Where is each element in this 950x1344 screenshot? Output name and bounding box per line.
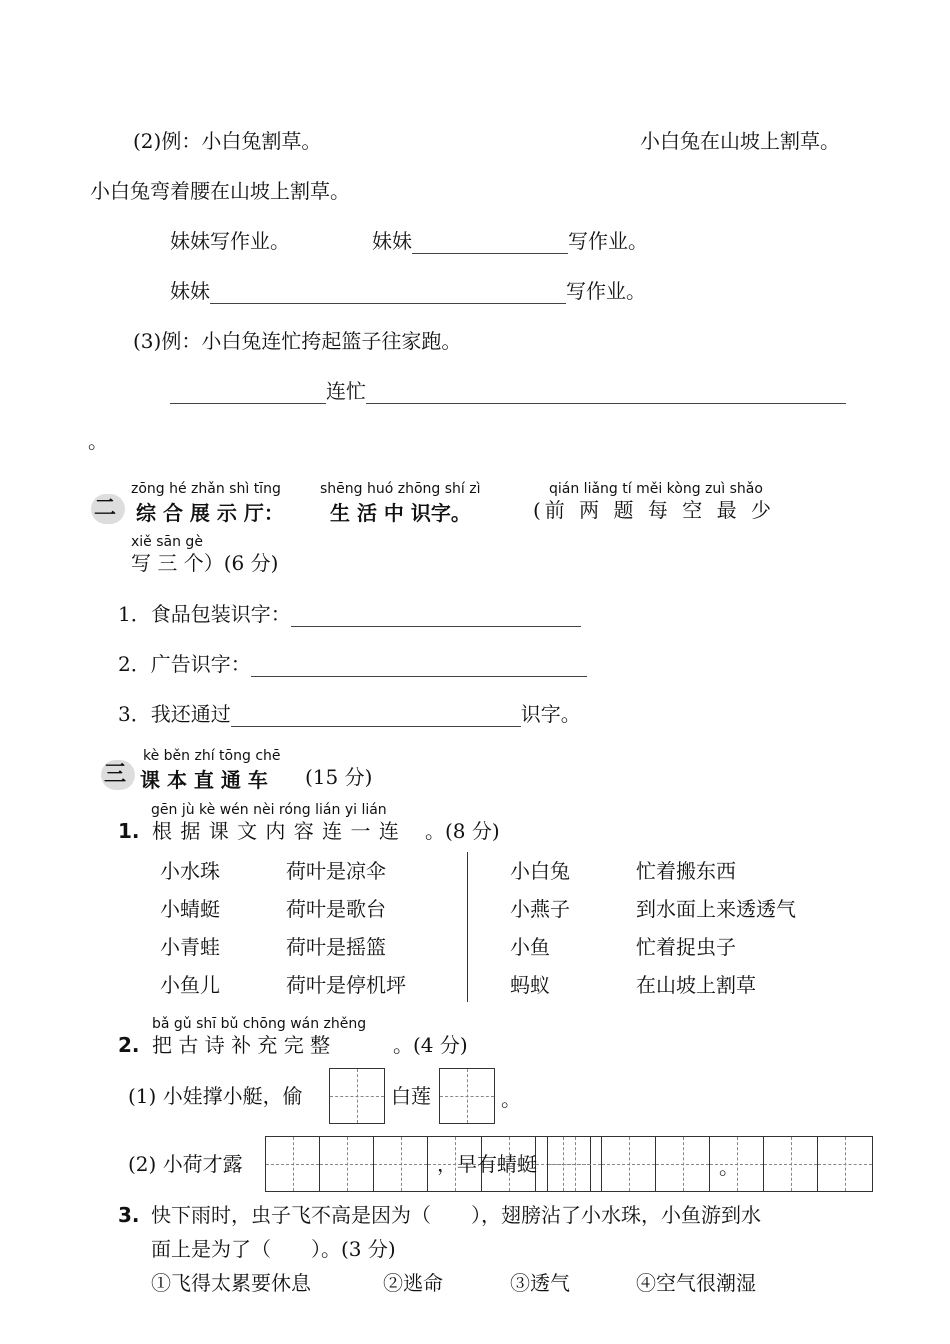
section-2-question-1: 1．食品包装识字： — [118, 601, 581, 627]
option-3[interactable]: ③透气 — [510, 1271, 570, 1295]
left-phrase-3[interactable]: 荷叶是摇篮 — [286, 935, 386, 959]
poem-2-b: ，早有蜻蜓 — [437, 1152, 537, 1176]
section-2-pinyin-1: zōng hé zhǎn shì tīng — [131, 481, 281, 497]
example-2-label: (2)例：小白兔割草。 — [133, 129, 322, 153]
section-2-title-1: 综 合 展 示 厅： — [136, 501, 284, 525]
q2-number: 2. — [118, 1033, 140, 1057]
poem-2-c: 。 — [719, 1155, 739, 1179]
q2-pinyin: bǎ gǔ shī bǔ chōng wán zhěng — [152, 1016, 367, 1032]
poem-2-grid-1[interactable] — [265, 1136, 591, 1192]
left-phrase-4[interactable]: 荷叶是停机坪 — [286, 973, 406, 997]
option-2[interactable]: ②逃命 — [383, 1271, 443, 1295]
example-3-end: 。 — [88, 429, 108, 453]
left-name-4[interactable]: 小鱼儿 — [160, 973, 220, 997]
right-phrase-4[interactable]: 在山坡上割草 — [636, 973, 756, 997]
answer-blank[interactable] — [291, 606, 581, 627]
poem-2-a: (2) 小荷才露 — [128, 1152, 243, 1176]
example-2-mid: 小白兔在山坡上割草。 — [640, 129, 840, 153]
q3-line-2: 面上是为了（ ）。(3 分) — [151, 1237, 396, 1261]
left-name-1[interactable]: 小水珠 — [160, 859, 220, 883]
left-phrase-2[interactable]: 荷叶是歌台 — [286, 897, 386, 921]
q1-score: 。(8 分) — [425, 819, 500, 843]
answer-blank[interactable] — [210, 283, 566, 304]
section-2-question-3: 3．我还通过 识字。 — [118, 702, 581, 726]
poem-1-grid-2[interactable] — [439, 1068, 495, 1124]
right-name-1[interactable]: 小白兔 — [510, 859, 570, 883]
section-2-title-4: 写 三 个）(6 分) — [131, 551, 279, 575]
example-3-answer: 连忙 — [170, 378, 846, 404]
answer-blank[interactable] — [170, 383, 326, 404]
section-2-title-2: 生 活 中 识字。 — [330, 501, 471, 525]
poem-1-b: 白莲 — [391, 1084, 431, 1108]
section-3-score: (15 分) — [305, 765, 373, 789]
right-phrase-2[interactable]: 到水面上来透透气 — [636, 897, 796, 921]
sister-sentence-3: 妹妹 写作业。 — [170, 279, 646, 303]
section-2-title-3: (前 两 题 每 空 最 少 — [533, 498, 775, 522]
poem-1-grid-1[interactable] — [329, 1068, 385, 1124]
option-1[interactable]: ①飞得太累要休息 — [151, 1271, 311, 1295]
right-phrase-3[interactable]: 忙着捉虫子 — [636, 935, 736, 959]
right-name-3[interactable]: 小鱼 — [510, 935, 550, 959]
divider-line — [467, 852, 468, 1002]
section-2-pinyin-3: qián liǎng tí měi kòng zuì shǎo — [549, 481, 763, 497]
sister-sentence-2: 妹妹 写作业。 — [372, 229, 648, 253]
section-3-badge: 三 — [101, 760, 135, 790]
poem-1-c: 。 — [501, 1087, 521, 1111]
section-2-pinyin-4: xiě sān gè — [131, 534, 203, 550]
answer-blank[interactable] — [231, 706, 521, 727]
option-4[interactable]: ④空气很潮湿 — [636, 1271, 756, 1295]
poem-2-grid-2[interactable] — [547, 1136, 873, 1192]
right-name-4[interactable]: 蚂蚁 — [510, 973, 550, 997]
left-name-3[interactable]: 小青蛙 — [160, 935, 220, 959]
answer-blank[interactable] — [412, 233, 568, 254]
q1-text: 根 据 课 文 内 容 连 一 连 — [152, 819, 400, 843]
sister-sentence-1: 妹妹写作业。 — [170, 229, 290, 253]
q2-text: 把 古 诗 补 充 完 整 — [152, 1033, 331, 1057]
example-2-full: 小白兔弯着腰在山坡上割草。 — [90, 179, 350, 203]
answer-blank[interactable] — [251, 656, 587, 677]
section-3-pinyin: kè běn zhí tōng chē — [143, 748, 281, 764]
right-name-2[interactable]: 小燕子 — [510, 897, 570, 921]
q3-line-1: 快下雨时，虫子飞不高是因为（ ），翅膀沾了小水珠，小鱼游到水 — [151, 1203, 761, 1227]
q1-number: 1. — [118, 819, 140, 843]
left-phrase-1[interactable]: 荷叶是凉伞 — [286, 859, 386, 883]
q1-pinyin: gēn jù kè wén nèi róng lián yi lián — [151, 802, 387, 818]
section-3-title: 课 本 直 通 车 — [140, 768, 268, 792]
section-2-pinyin-2: shēng huó zhōng shí zì — [320, 481, 481, 497]
left-name-2[interactable]: 小蜻蜓 — [160, 897, 220, 921]
example-3-label: (3)例：小白兔连忙挎起篮子往家跑。 — [133, 329, 462, 353]
answer-blank[interactable] — [366, 383, 846, 404]
q3-number: 3. — [118, 1203, 140, 1227]
right-phrase-1[interactable]: 忙着搬东西 — [636, 859, 736, 883]
poem-1-a: (1) 小娃撑小艇，偷 — [128, 1084, 303, 1108]
q2-score: 。(4 分) — [393, 1033, 468, 1057]
section-2-badge: 二 — [91, 494, 125, 524]
section-2-question-2: 2．广告识字： — [118, 651, 587, 677]
